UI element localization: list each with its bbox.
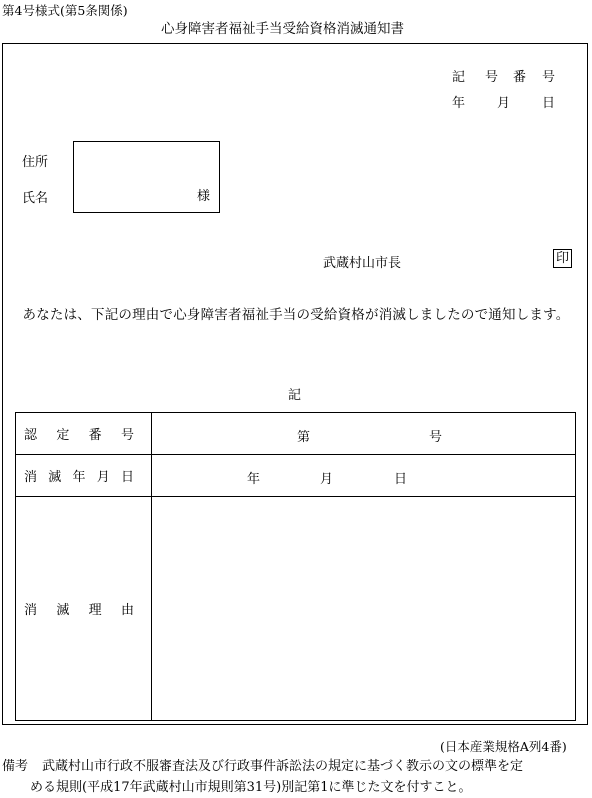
value-part: 日 (394, 472, 408, 487)
certification-number-value (152, 413, 576, 455)
honorific-sama: 様 (197, 189, 211, 204)
label-char: 消 (24, 603, 38, 618)
label-char: 由 (120, 603, 134, 618)
table-row (16, 413, 576, 455)
label-char: 月 (96, 470, 110, 485)
remarks-line-2: める規則(平成17年武蔵村山市規則第31号)別記第1に準じた文を付すこと。 (30, 780, 472, 795)
notice-body-text: あなたは、下記の理由で心身障害者福祉手当の受給資格が消滅しましたので通知します。 (22, 307, 570, 323)
date-char: 年 (452, 96, 466, 111)
label-char: 理 (88, 603, 102, 618)
value-part: 号 (429, 430, 443, 445)
form-number-label: 第4号様式(第5条関係) (2, 3, 128, 18)
row-label-expiration-date (16, 455, 152, 497)
ki-heading: 記 (288, 388, 302, 403)
expiration-reason-value (152, 497, 576, 721)
ref-char: 記 (452, 70, 466, 85)
row-label-expiration-reason (16, 497, 152, 721)
document-title: 心身障害者福祉手当受給資格消滅通知書 (161, 21, 404, 37)
detail-table (15, 412, 576, 721)
ref-char: 号 (542, 70, 556, 85)
remarks-line-1: 武蔵村山市行政不服審査法及び行政事件訴訟法の規定に基づく教示の文の標準を定 (42, 759, 524, 774)
remarks-head: 備考 (2, 759, 29, 774)
label-char: 日 (120, 470, 134, 485)
label-char: 消 (24, 470, 38, 485)
date-char: 月 (497, 96, 511, 111)
row-label-certification-number (16, 413, 152, 455)
issuer-name: 武蔵村山市長 (323, 256, 402, 271)
label-char: 認 (24, 428, 38, 443)
label-char: 年 (72, 470, 86, 485)
label-char: 滅 (56, 603, 70, 618)
ref-char: 番 (513, 70, 527, 85)
table-row (16, 497, 576, 721)
label-char: 定 (56, 428, 70, 443)
label-char: 番 (88, 428, 102, 443)
address-label: 住所 (22, 155, 49, 170)
remarks-note (2, 756, 588, 798)
table-row (16, 455, 576, 497)
ref-char: 号 (485, 70, 499, 85)
date-char: 日 (542, 96, 556, 111)
paper-size-note: (日本産業規格A列4番) (440, 739, 567, 754)
value-part: 第 (297, 430, 311, 445)
value-part: 年 (247, 472, 261, 487)
name-label: 氏名 (22, 191, 49, 206)
label-char: 滅 (48, 470, 62, 485)
seal-mark: 印 (553, 249, 572, 268)
value-part: 月 (320, 472, 334, 487)
expiration-date-value (152, 455, 576, 497)
label-char: 号 (120, 428, 134, 443)
